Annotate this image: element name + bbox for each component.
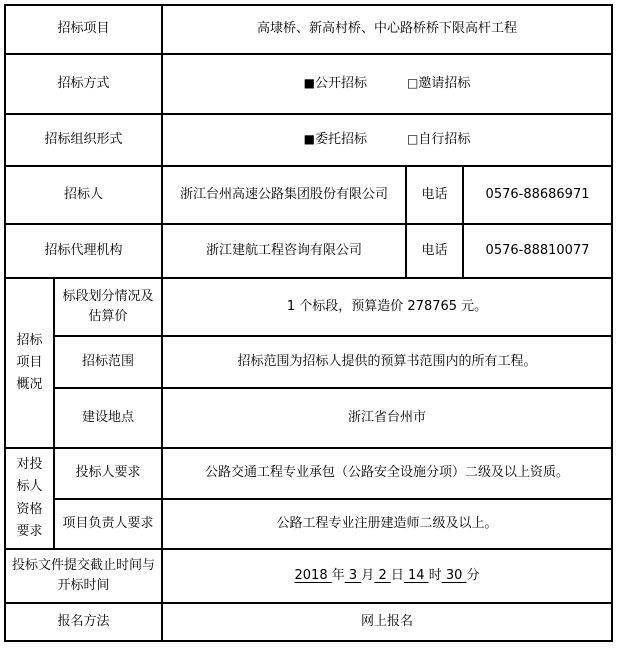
scope-label: 招标范围	[54, 336, 162, 388]
organization-option-self-label: 自行招标	[418, 131, 471, 147]
row-sections	[5, 278, 612, 336]
method-label: 招标方式	[5, 54, 162, 114]
organization-option-entrusted	[304, 132, 367, 147]
project-label: 招标项目	[5, 5, 162, 54]
sections-value: 1 个标段，预算造价 278765 元。	[162, 278, 612, 336]
deadline-month-unit: 月	[361, 567, 375, 583]
registration-label: 报名方法	[5, 603, 162, 641]
scope-value: 招标范围为招标人提供的预算书范围内的所有工程。	[162, 336, 612, 388]
agency-label: 招标代理机构	[5, 224, 162, 278]
checkbox-empty-icon: □	[407, 131, 419, 146]
checkbox-filled-icon: ■	[303, 131, 315, 146]
bidder-req-label: 投标人要求	[54, 448, 162, 499]
deadline-minute: 30	[441, 567, 467, 583]
manager-req-label: 项目负责人要求	[54, 499, 162, 549]
manager-req-value: 公路工程专业注册建造师二级及以上。	[162, 499, 612, 549]
row-method	[5, 54, 612, 114]
row-deadline	[5, 549, 612, 603]
deadline-label: 投标文件提交截止时间与开标时间	[5, 549, 162, 603]
sections-label: 标段划分情况及估算价	[54, 278, 162, 336]
row-tenderer	[5, 166, 612, 224]
checkbox-empty-icon: □	[407, 75, 419, 90]
agency-phone-number: 0576-88810077	[463, 224, 612, 278]
location-label: 建设地点	[54, 388, 162, 448]
deadline-hour-unit: 时	[428, 567, 442, 583]
deadline-value	[162, 549, 612, 603]
overview-group-label: 招标项目概况	[5, 278, 54, 448]
deadline-year-unit: 年	[331, 567, 345, 583]
method-option-open-label: 公开招标	[315, 75, 368, 91]
agency-value: 浙江建航工程咨询有限公司	[162, 224, 406, 278]
tenderer-phone-label: 电话	[406, 166, 463, 224]
method-option-open	[304, 76, 367, 91]
deadline-hour: 14	[403, 567, 429, 583]
deadline-day: 2	[374, 567, 391, 583]
organization-label: 招标组织形式	[5, 114, 162, 166]
tenderer-phone-number: 0576-88686971	[463, 166, 612, 224]
row-agency	[5, 224, 612, 278]
checkbox-filled-icon: ■	[303, 75, 315, 90]
deadline-month: 3	[344, 567, 362, 583]
organization-option-self	[407, 132, 470, 147]
registration-value: 网上报名	[162, 603, 612, 641]
location-value: 浙江省台州市	[162, 388, 612, 448]
tenderer-label: 招标人	[5, 166, 162, 224]
deadline-year: 2018	[294, 567, 332, 583]
tender-info-table	[4, 4, 613, 642]
row-manager-req	[5, 499, 612, 549]
method-option-invite	[407, 76, 470, 91]
method-option-invite-label: 邀请招标	[418, 75, 471, 91]
deadline-minute-unit: 分	[466, 567, 480, 583]
row-organization	[5, 114, 612, 166]
organization-options	[162, 114, 612, 166]
agency-phone-label: 电话	[406, 224, 463, 278]
bidder-req-value: 公路交通工程专业承包（公路安全设施分项）二级及以上资质。	[162, 448, 612, 499]
row-scope	[5, 336, 612, 388]
organization-option-entrusted-label: 委托招标	[315, 131, 368, 147]
tenderer-value: 浙江台州高速公路集团股份有限公司	[162, 166, 406, 224]
project-value: 高埭桥、新高村桥、中心路桥桥下限高杆工程	[162, 5, 612, 54]
qualification-group-label: 对投标人资格要求	[5, 448, 54, 549]
row-location	[5, 388, 612, 448]
row-bidder-req	[5, 448, 612, 499]
method-options	[162, 54, 612, 114]
deadline-day-unit: 日	[390, 567, 404, 583]
row-project	[5, 5, 612, 54]
row-registration	[5, 603, 612, 641]
